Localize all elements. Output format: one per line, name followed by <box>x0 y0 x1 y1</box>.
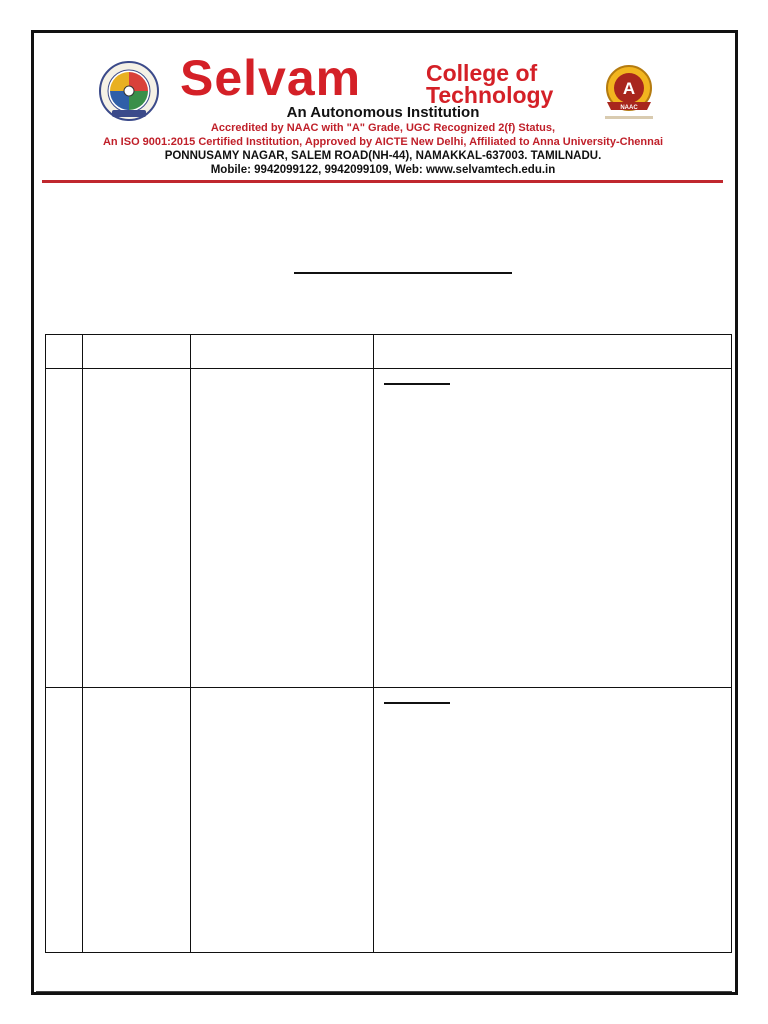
header-divider <box>42 180 723 183</box>
heading-underline <box>384 702 450 704</box>
table-cell <box>191 369 374 688</box>
contact-line: Mobile: 9942099122, 9942099109, Web: www.selvamtech.edu.in <box>210 164 556 176</box>
naac-badge-text: NAAC <box>620 105 638 111</box>
column-header <box>46 335 83 369</box>
letterhead <box>40 40 726 186</box>
record-table <box>45 334 732 953</box>
brand-sub <box>426 62 553 106</box>
naac-badge-letter: A <box>622 79 636 98</box>
brand-sub-line2: Technology <box>426 82 554 108</box>
table-cell <box>374 369 732 688</box>
table-cell <box>83 688 191 953</box>
table-cell <box>46 688 83 953</box>
table-cell <box>83 369 191 688</box>
brand-main: Selvam <box>180 50 362 106</box>
address-line: PONNUSAMY NAGAR, SALEM ROAD(NH-44), NAMAKKAL-637003. TAMILNADU. <box>164 150 602 162</box>
heading-underline <box>384 383 450 385</box>
table-header-row <box>46 335 732 369</box>
footer-divider <box>36 991 732 992</box>
table-row <box>46 688 732 953</box>
column-header <box>83 335 191 369</box>
accreditation-line: Accredited by NAAC with "A" Grade, UGC Recognized 2(f) Status, <box>210 122 556 134</box>
title-underline <box>294 272 512 274</box>
brand-sub-line1: College of <box>426 60 538 86</box>
certification-line: An ISO 9001:2015 Certified Institution, Approved by AICTE New Delhi, Affiliated to Anna University-Chennai <box>102 136 664 148</box>
table-cell <box>191 688 374 953</box>
column-header <box>374 335 732 369</box>
table-cell <box>374 688 732 953</box>
institution-type: An Autonomous Institution <box>286 104 480 121</box>
table-row <box>46 369 732 688</box>
table-cell <box>46 369 83 688</box>
column-header <box>191 335 374 369</box>
